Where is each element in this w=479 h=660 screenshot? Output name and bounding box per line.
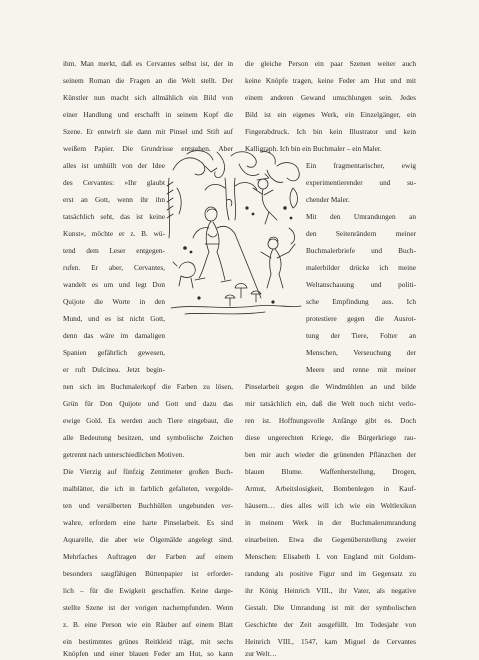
text-line: Grün für Don Quijote und Gott und dazu das	[63, 399, 233, 408]
text-line: Aquarelle, die aber wie Ölgemälde angelegt sind.	[63, 535, 233, 544]
text-line: einer Handlung und erschafft in seinem Kopf die	[63, 110, 233, 119]
text-line: häusern… dies alles will ich wie ein Weltlexikon	[245, 501, 416, 510]
text-line: z. B. eine Person wie ein Räuber auf einem Blatt	[63, 620, 233, 629]
text-line: alle Bedeutung besitzen, und symbolische Zeichen	[63, 433, 233, 442]
text-line: in meinem Werk in der Buchmalerumrandung	[245, 518, 416, 527]
text-line: experimentierender und su-	[306, 178, 416, 187]
text-line: keine Knöpfe tragen, keine Feder am Hut und mit	[245, 76, 416, 85]
text-line: blauen Blume. Waffenherstellung, Drogen,	[245, 467, 416, 476]
text-line: einarbeiten. Etwa die Gegenüberstellung zweier	[245, 535, 416, 544]
text-line: lich – für die Ewigkeit geschaffen. Keine darge-	[63, 586, 233, 595]
text-line: Geschichte der Zeit ausgefüllt. Im Todesjahr von	[245, 620, 416, 629]
text-line: Heinrich VIII., 1547, kam Miguel de Cervantes	[245, 637, 416, 646]
text-line: Mit den Umrandungen an	[306, 212, 416, 221]
text-line: malerbilder drücke ich meine	[306, 263, 416, 272]
text-line: ihr König Heinrich VIII., ihr Vater, als negative	[245, 586, 416, 595]
text-line: rufen. Er aber, Cervantes,	[63, 263, 165, 272]
text-line: seinem Roman die Fragen an die Welt stellt. Der	[63, 76, 233, 85]
text-line: ein bestimmtes grünes Reitkleid trägt, mit sechs	[63, 637, 233, 646]
text-line: alles ist umhüllt von der Idee	[63, 161, 165, 170]
text-line: getrennt nach unterschiedlichen Motiven.	[63, 450, 185, 459]
text-line: chender Maler.	[306, 195, 350, 204]
text-line: Kunst«, möchte er z. B. wü-	[63, 229, 165, 238]
text-line: Szene. Er entwirft sie dann mit Pinsel und Stift auf	[63, 127, 233, 136]
text-line: protestiere gegen die Ausrot-	[306, 314, 416, 323]
text-line: wandelt es um und legt Don	[63, 280, 165, 289]
text-line: tend dem Leser entgegen-	[63, 246, 165, 255]
text-line: Die Vierzig auf fünfzig Zentimeter großen Buch-	[63, 467, 233, 476]
text-line: mir tatsächlich ein, daß die Welt noch nicht verlo-	[245, 399, 416, 408]
text-line: ren ist. Hoffnungsvolle Anfänge gibt es. Doch	[245, 416, 416, 425]
text-line: Fingerabdruck. Ich bin kein Illustrator und kein	[245, 127, 416, 136]
text-line: einem anderen Gewand umschlungen sein. Jedes	[245, 93, 416, 102]
text-line: malblätter, die ich in farblich gefalteten, vergolde-	[63, 484, 233, 493]
text-line: Menschen: Elisabeth I. von England mit Goldum-	[245, 552, 416, 561]
text-line: Gestalt. Die Umrandung ist mit der symbolischen	[245, 603, 416, 612]
text-line: Knöpfen und einer blauen Feder am Hut, so kann	[63, 649, 233, 658]
text-line: Kalligraph. Ich bin ein Buchmaler – ein Maler.	[245, 144, 382, 153]
text-line: Meere und renne mit meiner	[306, 365, 416, 374]
text-line: nen sich im Buchmalerkopf die Farben zu lösen,	[63, 382, 233, 391]
text-line: Menschen, Verseuchung der	[306, 348, 416, 357]
text-line: Pinselarbeit gegen die Windmühlen an und bilde	[245, 382, 416, 391]
text-line: Weltanschauung und politi-	[306, 280, 416, 289]
text-line: Bild ist ein eigenes Werk, ein Einzelgänger, ein	[245, 110, 416, 119]
text-line: ihm. Man merkt, daß es Cervantes selbst ist, der in	[63, 59, 233, 68]
text-line: die gleiche Person ein paar Szenen weiter auch	[245, 59, 416, 68]
text-line: ten und versilberten Buchhüllen ungebunden ver-	[63, 501, 233, 510]
text-line: denn das wäre im damaligen	[63, 331, 165, 340]
text-line: sche Empfindung aus. Ich	[306, 297, 416, 306]
text-line: Quijote die Worte in den	[63, 297, 165, 306]
text-line: Armut, Arbeitslosigkeit, Bombenlegen in Kauf-	[245, 484, 416, 493]
text-line: ben mir auch wieder die grünenden Pflänzchen der	[245, 450, 416, 459]
text-line: diese ungerechten Kriege, die Bürgerkriege rau-	[245, 433, 416, 442]
text-line: Mehrfaches Auftragen der Farben auf einem	[63, 552, 233, 561]
text-line: weißem Papier. Die Grundrisse entstehen. Aber	[63, 144, 233, 153]
text-line: besonders saugfähigen Büttenpapier ist erforder-	[63, 569, 233, 578]
text-line: wahre, erfordern eine harte Pinselarbeit. Es sind	[63, 518, 233, 527]
text-line: Buchmalerbriefe und Buch-	[306, 246, 416, 255]
text-line: erst an Gott, wenn ihr ihn	[63, 195, 165, 204]
text-line: zur Welt…	[245, 649, 277, 658]
text-line: Ein fragmentarischer, ewig	[306, 161, 416, 170]
text-line: stellte Szene ist der vorigen nachempfunden. Wenn	[63, 603, 233, 612]
text-line: Mund, und es ist nicht Gott,	[63, 314, 165, 323]
text-line: den Seitenrändern meiner	[306, 229, 416, 238]
text-line: Spanien gefährlich gewesen,	[63, 348, 165, 357]
text-line: Künstler nun macht sich allmählich ein Bild von	[63, 93, 233, 102]
text-line: ewige Gold. Es werden auch Tiere eingebaut, die	[63, 416, 233, 425]
text-line: des Cervantes: »Ihr glaubt	[63, 178, 165, 187]
text-line: tatsächlich seht, das ist keine	[63, 212, 165, 221]
text-line: tung der Tiere, Folter an	[306, 331, 416, 340]
text-line: randung als positive Figur und im Gegensatz zu	[245, 569, 416, 578]
ink-illustration	[165, 148, 303, 318]
text-line: er ruft Dulcinea. Jetzt begin-	[63, 365, 165, 374]
